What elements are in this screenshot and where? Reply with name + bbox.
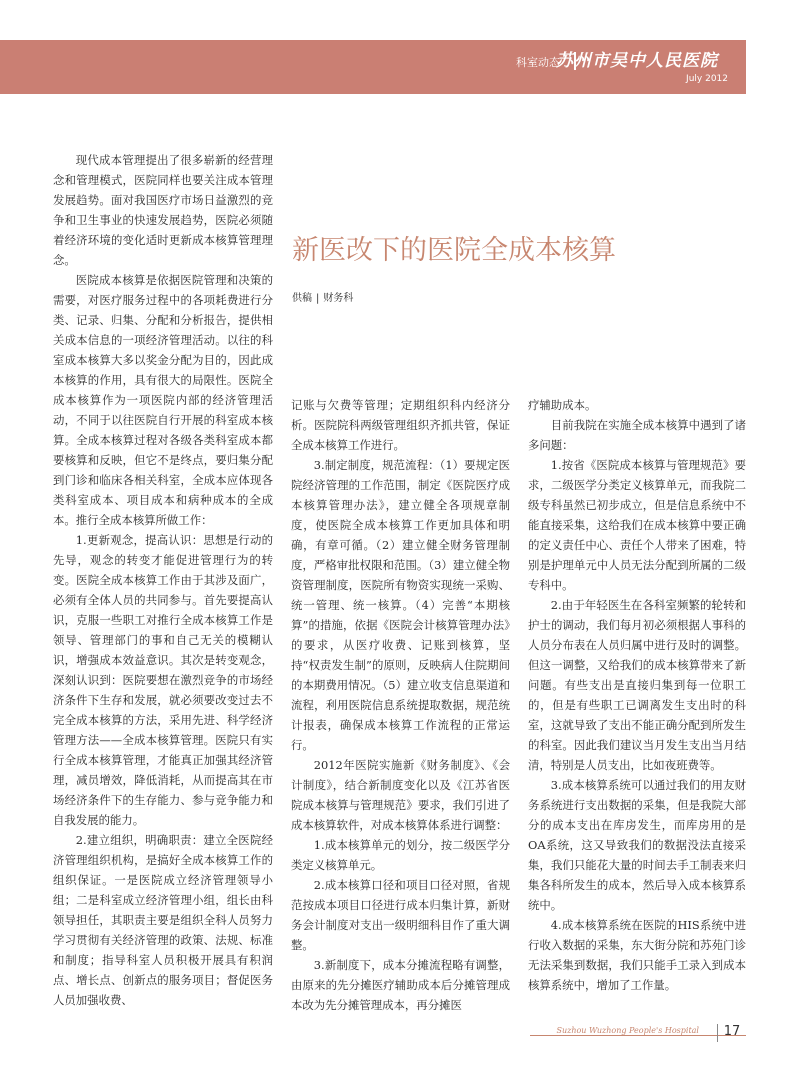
text-column-3: [528, 395, 746, 995]
paragraph: 1.按省《医院成本核算与管理规范》要求，二级医学分类定义核算单元，而我院二级专科虽然已初步成立，但是信息系统中不能直接采集，这给我们在成本核算中要正确的定义责任中心、责任个人带来了困难，特别是护理单元中人员无法分配到所属的二级专科中。: [528, 458, 746, 592]
page-header: [0, 40, 746, 94]
footer-rule: [530, 1035, 746, 1036]
paragraph: 3.新制度下，成本分摊流程略有调整，由原来的先分摊医疗辅助成本后分摊管理成本改为先分摊管理成本，再分摊医: [291, 958, 510, 1012]
paragraph: 4.成本核算系统在医院的HIS系统中进行收入数据的采集，东大街分院和苏苑门诊无法采集到数据，我们只能手工录入到成本核算系统中，增加了工作量。: [528, 918, 746, 992]
footer-hospital: Suzhou Wuzhong People's Hospital: [553, 1026, 702, 1035]
paragraph: 1.更新观念，提高认识：思想是行动的先导，观念的转变才能促进管理行为的转变。医院全成本核算工作由于其涉及面广，必须有全体人员的共同参与。首先要提高认识，克服一些职工对推行全成本核算工作是领导、管理部门的事和自己无关的模糊认识，增强成本效益意识。其次是转变观念，深刻认识到：医院要想在激烈竞争的市场经济条件下生存和发展，就必须要改变过去不完全成本核算的方法，采用先进、科学经济管理方法——全成本核算管理。医院只有实行全成本核算管理，才能真正加强其经济管理，减员增效，降低消耗，从而提高其在市场经济条件下的生存能力、参与竞争能力和自我发展的能力。: [53, 533, 273, 827]
paragraph: 2.由于年轻医生在各科室频繁的轮转和护士的调动，我们每月初必须根据人事科的人员分布表在人员归属中进行及时的调整。但这一调整，又给我们的成本核算带来了新问题。有些支出是直接归集到每一位职工的，但是有些职工已调离发生支出时的科室，这就导致了支出不能正确分配到所发生的科室。因此我们建议当月发生支出当月结清，特别是人员支出，比如夜班费等。: [528, 598, 746, 772]
page-number: 17: [717, 1024, 746, 1042]
byline-separator: |: [316, 293, 320, 304]
paragraph: 疗辅助成本。: [528, 398, 597, 412]
paragraph: 医院成本核算是依据医院管理和决策的需要，对医疗服务过程中的各项耗费进行分类、记录、归集、分配和分析报告，提供相关成本信息的一项经济管理活动。以往的科室成本核算大多以奖金分配为目的，因此成本核算的作用，具有很大的局限性。医院全成本核算作为一项医院内部的经济管理活动，不同于以往医院自行开展的科室成本核算。全成本核算过程对各级各类科室成本都要核算和反映，但它不是终点，要归集分配到门诊和临床各相关科室，全成本应体现各类科室成本、项目成本和病种成本的全成本。推行全成本核算所做工作：: [53, 273, 273, 527]
byline-label: 供稿: [292, 293, 312, 304]
paragraph: 1.成本核算单元的划分，按二级医学分类定义核算单元。: [291, 838, 510, 872]
article-title: 新医改下的医院全成本核算: [292, 235, 616, 266]
hospital-name: 苏州市吴中人民医院: [556, 51, 718, 71]
paragraph: 目前我院在实施全成本核算中遇到了诸多问题：: [528, 418, 746, 452]
section-label: 科室动态: [516, 56, 560, 69]
text-column-1: [53, 150, 273, 1010]
paragraph: 3.制定制度，规范流程：（1）要规定医院经济管理的工作范围，制定《医院医疗成本核算管理办法》，建立健全各项规章制度，使医院全成本核算工作更加具体和明确，有章可循。（2）建立健全财务管理制度，严格审批权限和范围。（3）建立健全物资管理制度，医院所有物资实现统一采购、统一管理、统一核算。（4）完善“本期核算”的措施，依据《医院会计核算管理办法》的要求，从医疗收费、记账到核算，坚持“权责发生制”的原则，反映病人住院期间的本期费用情况。（5）建立收支信息渠道和流程，利用医院信息系统提取数据，规范统计报表，确保成本核算工作流程的正常运行。: [291, 458, 510, 752]
paragraph: 3.成本核算系统可以通过我们的用友财务系统进行支出数据的采集，但是我院大部分的成本支出在库房发生，而库房用的是OA系统，这又导致我们的数据没法直接采集，我们只能花大量的时间去手工制表来归集各科所发生的成本，然后导入成本核算系统中。: [528, 778, 746, 912]
page-footer: [530, 1024, 746, 1047]
paragraph: 现代成本管理提出了很多崭新的经营理念和管理模式，医院同样也要关注成本管理发展趋势。面对我国医疗市场日益激烈的竞争和卫生事业的快速发展趋势，医院必须随着经济环境的变化适时更新成本核算管理理念。: [53, 153, 273, 267]
paragraph: 2.成本核算口径和项目口径对照，省规范按成本项目口径进行成本归集计算，新财务会计制度对支出一级明细科目作了重大调整。: [291, 878, 510, 952]
text-column-2: [291, 395, 510, 1015]
issue-date: July 2012: [686, 74, 728, 84]
paragraph: 2012年医院实施新《财务制度》、《会计制度》，结合新制度变化以及《江苏省医院成本核算与管理规范》要求，我们引进了成本核算软件，对成本核算体系进行调整：: [291, 758, 510, 832]
paragraph: 2.建立组织，明确职责：建立全医院经济管理组织机构，是搞好全成本核算工作的组织保证。一是医院成立经济管理领导小组；二是科室成立经济管理小组，组长由科领导担任，其职责主要是组织全科人员努力学习贯彻有关经济管理的政策、法规、标准和制度；指导科室人员积极开展具有积润点、增长点、创新点的服务项目；督促医务人员加强收费、: [53, 833, 273, 1007]
byline: [292, 289, 353, 304]
paragraph: 记账与欠费等管理；定期组织科内经济分析。医院院科两级管理组织齐抓共管，保证全成本核算工作进行。: [291, 398, 510, 452]
byline-author: 财务科: [323, 293, 354, 304]
